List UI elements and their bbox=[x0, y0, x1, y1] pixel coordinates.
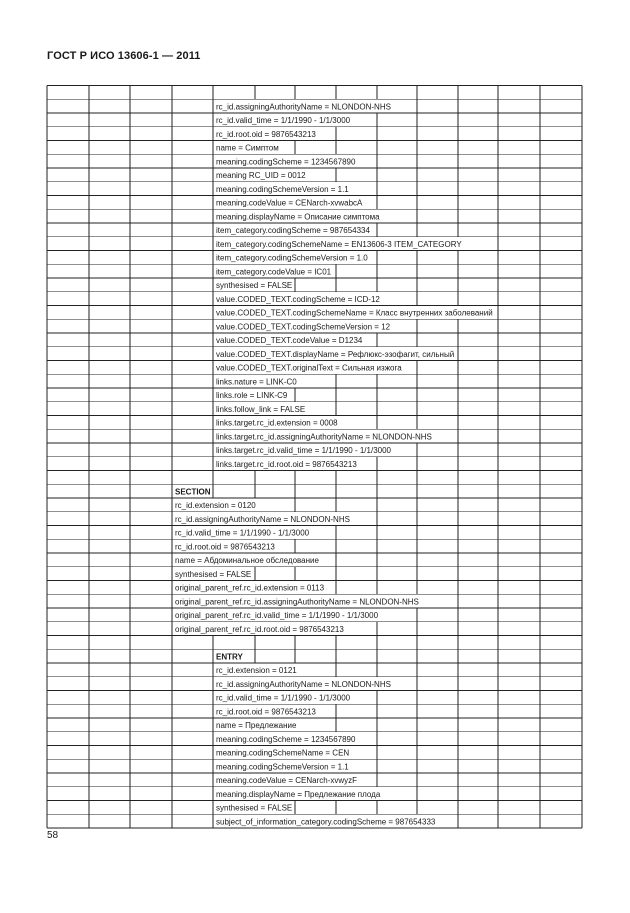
table-cell-text: links.target.rc_id.root.oid = 9876543213 bbox=[216, 459, 357, 469]
table-cell-text: meaning.codingScheme = 1234567890 bbox=[216, 734, 356, 744]
table-cell-text: value.CODED_TEXT.displayName = Рефлюкс-эзофагит, сильный bbox=[216, 349, 455, 359]
table-cell-text: rc_id.assigningAuthorityName = NLONDON-NHS bbox=[216, 679, 391, 689]
table-cell-text: name = Абдоминальное обследование bbox=[175, 556, 319, 566]
table-cell-text: meaning.codingSchemeVersion = 1.1 bbox=[216, 762, 349, 772]
table-cell-text: links.target.rc_id.extension = 0008 bbox=[216, 418, 338, 428]
table-cell-text: meaning.displayName = Описание симптома bbox=[216, 212, 380, 222]
table-cell-text: subject_of_information_category.codingScheme = 987654333 bbox=[216, 817, 436, 827]
page-header: ГОСТ Р ИСО 13606-1 — 2011 bbox=[47, 50, 201, 62]
table-cell-text: rc_id.assigningAuthorityName = NLONDON-NHS bbox=[216, 102, 391, 112]
table-cell-text: meaning.codingSchemeVersion = 1.1 bbox=[216, 184, 349, 194]
table-cell-text: value.CODED_TEXT.codingSchemeName = Класс внутренних заболеваний bbox=[216, 308, 493, 318]
table-cell-text: original_parent_ref.rc_id.extension = 0113 bbox=[175, 583, 325, 593]
table-cell-text: value.CODED_TEXT.codeValue = D1234 bbox=[216, 336, 363, 346]
table-cell-text: rc_id.valid_time = 1/1/1990 - 1/1/3000 bbox=[216, 116, 351, 126]
table-cell-text: links.target.rc_id.valid_time = 1/1/1990 - 1/1/3000 bbox=[216, 446, 391, 456]
table-cell-text: rc_id.valid_time = 1/1/1990 - 1/1/3000 bbox=[216, 693, 351, 703]
table-cell-text: rc_id.root.oid = 9876543213 bbox=[216, 129, 316, 139]
table-cell-text: rc_id.extension = 0121 bbox=[216, 666, 297, 676]
page-number: 58 bbox=[47, 830, 59, 841]
table-cell-text: links.nature = LINK-C0 bbox=[216, 377, 297, 387]
table-cell-text: links.target.rc_id.assigningAuthorityName = NLONDON-NHS bbox=[216, 432, 432, 442]
table-cell-text: meaning.codingSchemeName = CEN bbox=[216, 748, 350, 758]
table-cell-text: synthesised = FALSE bbox=[216, 803, 293, 813]
table-cell-text: rc_id.assigningAuthorityName = NLONDON-NHS bbox=[175, 514, 350, 524]
table-cell-text: meaning.codeValue = CENarch-xvwabcA bbox=[216, 198, 363, 208]
table-cell-text: original_parent_ref.rc_id.root.oid = 9876543213 bbox=[175, 624, 344, 634]
table-cell-text: original_parent_ref.rc_id.valid_time = 1/1/1990 - 1/1/3000 bbox=[175, 611, 379, 621]
table-cell-text: value.CODED_TEXT.codingSchemeVersion = 12 bbox=[216, 322, 391, 332]
table-cell-text: name = Предлежание bbox=[216, 721, 297, 731]
table-cell-text: rc_id.extension = 0120 bbox=[175, 501, 256, 511]
table-cell-text: links.role = LINK-C9 bbox=[216, 391, 288, 401]
table-cell-text: name = Симптом bbox=[216, 143, 279, 153]
table-cell-text: item_category.codingScheme = 987654334 bbox=[216, 226, 370, 236]
table-cell-text: item_category.codeValue = IC01 bbox=[216, 267, 332, 277]
table-cell-text: value.CODED_TEXT.originalText = Сильная изжога bbox=[216, 363, 402, 373]
table-cell-text: SECTION bbox=[175, 487, 211, 497]
table-cell-text: synthesised = FALSE bbox=[216, 281, 293, 291]
table-cell-text: links.follow_link = FALSE bbox=[216, 404, 306, 414]
table-cell-text: meaning.displayName = Предлежание плода bbox=[216, 789, 381, 799]
table-cell-text: meaning RC_UID = 0012 bbox=[216, 171, 306, 181]
table-cell-text: rc_id.valid_time = 1/1/1990 - 1/1/3000 bbox=[175, 528, 310, 538]
table-cell-text: rc_id.root.oid = 9876543213 bbox=[216, 707, 316, 717]
table-cell-text: original_parent_ref.rc_id.assigningAuthorityName = NLONDON-NHS bbox=[175, 597, 419, 607]
table-cell-text: item_category.codingSchemeVersion = 1.0 bbox=[216, 253, 368, 263]
table-cell-text: ENTRY bbox=[216, 652, 243, 662]
table-cell-text: meaning.codeValue = CENarch-xvwyzF bbox=[216, 776, 358, 786]
table-cell-text: item_category.codingSchemeName = EN13606-3 ITEM_CATEGORY bbox=[216, 239, 462, 249]
table-cell-text: meaning.codingScheme = 1234567890 bbox=[216, 157, 356, 167]
table-cell-text: synthesised = FALSE bbox=[175, 569, 252, 579]
table-cell-text: rc_id.root.oid = 9876543213 bbox=[175, 542, 275, 552]
table-cell-text: value.CODED_TEXT.codingScheme = ICD-12 bbox=[216, 294, 380, 304]
